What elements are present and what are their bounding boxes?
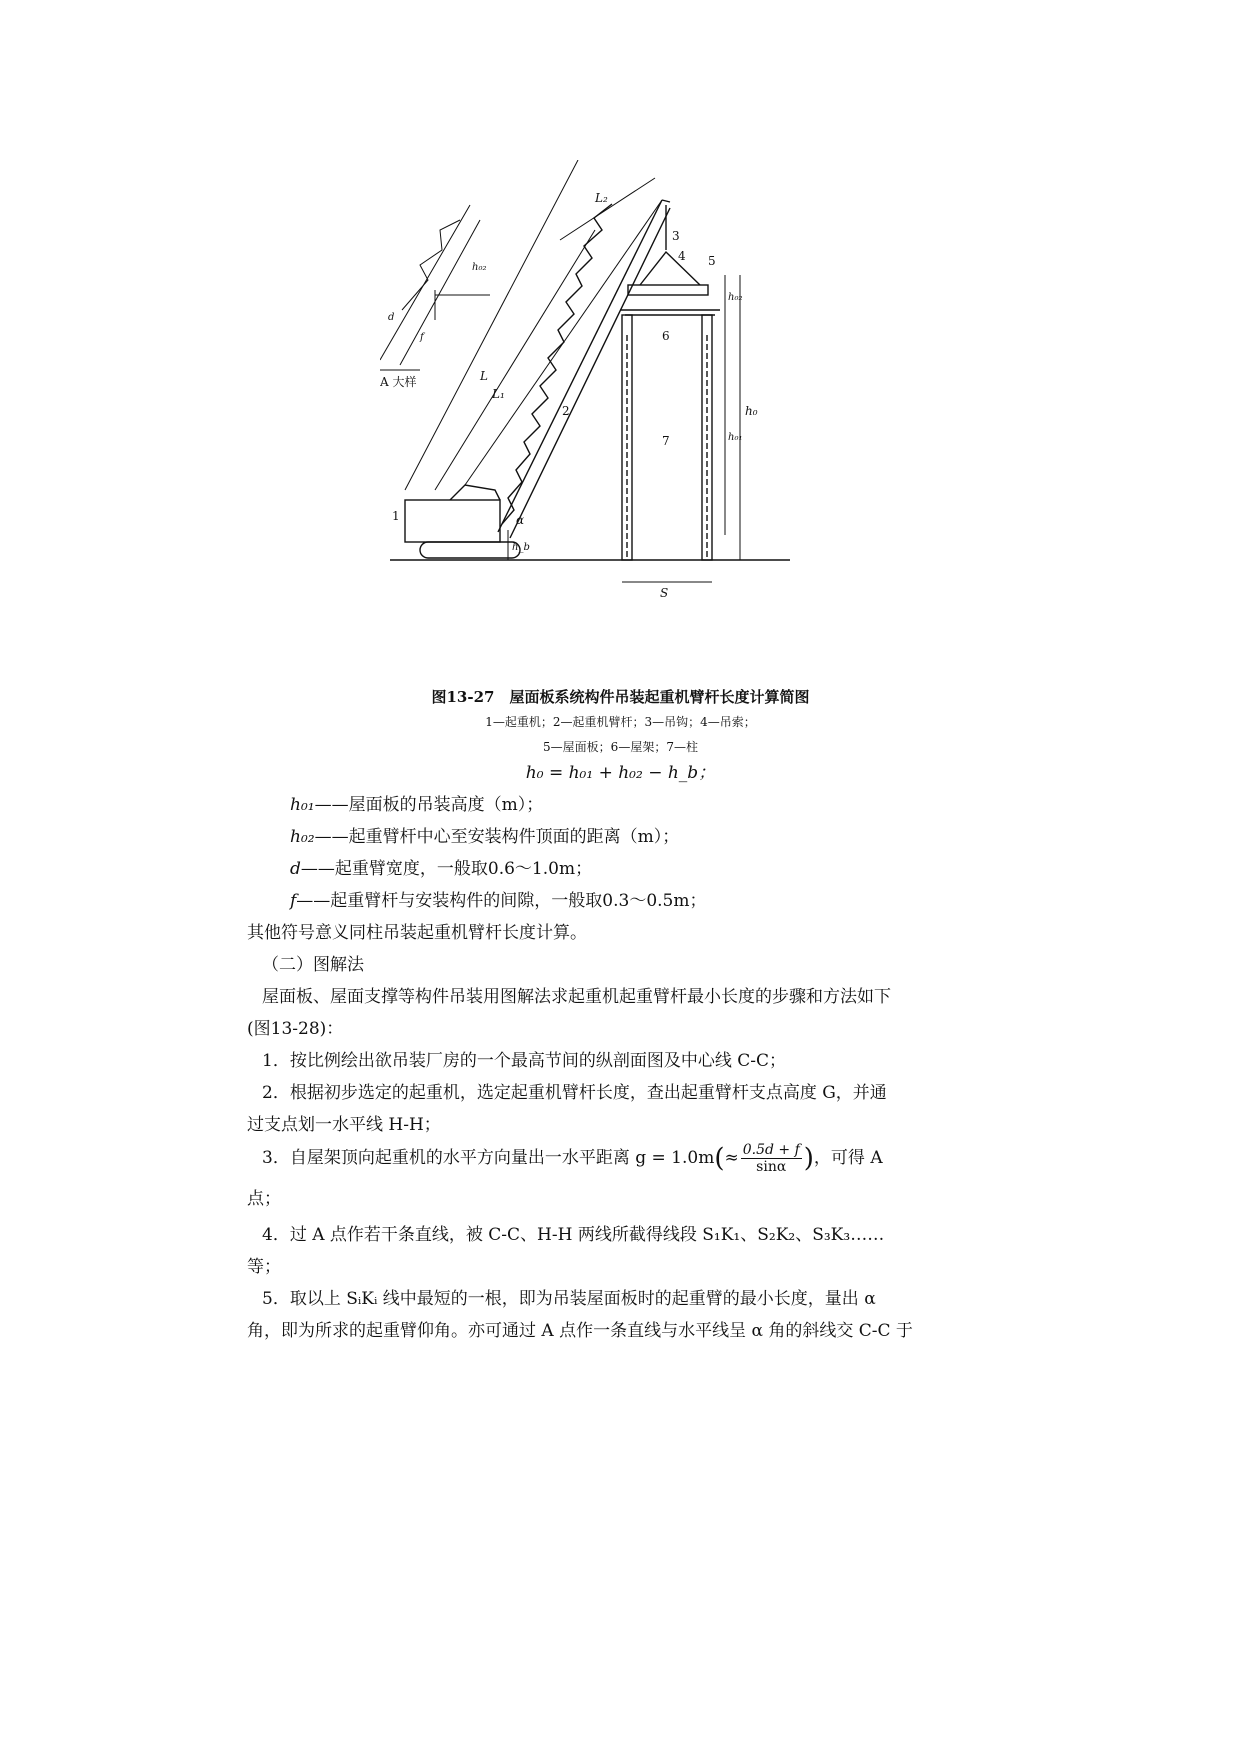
definition-h02: h₀₂——起重臂杆中心至安装构件顶面的距离（m）； <box>290 827 680 847</box>
section-heading: （二）图解法 <box>262 955 364 975</box>
dim-L <box>405 160 578 490</box>
definition-f: f——起重臂杆与安装构件的间隙，一般取0.3～0.5m； <box>290 891 707 911</box>
detail-chord-1 <box>380 205 470 360</box>
label-L: L <box>480 369 488 383</box>
detail-chord-2 <box>400 220 480 365</box>
step-2-line-1: 2．根据初步选定的起重机，选定起重机臂杆长度，查出起重臂杆支点高度 G，并通 <box>262 1083 887 1103</box>
boom-chord-upper <box>510 208 670 538</box>
label-h02: h₀₂ <box>728 292 743 303</box>
crane-body <box>405 500 500 542</box>
label-3: 3 <box>672 229 680 243</box>
definition-d: d——起重臂宽度，一般取0.6～1.0m； <box>290 859 593 879</box>
label-4: 4 <box>678 249 686 263</box>
step-4-line-1: 4．过 A 点作若干条直线，被 C-C、H-H 两线所截得线段 S₁K₁、S₂K₂、S₃K₃…… <box>262 1225 885 1245</box>
boom-lattice <box>502 204 612 524</box>
figure-legend-line-1: 1—起重机；2—起重机臂杆；3—吊钩；4—吊索； <box>485 715 756 729</box>
label-f: f <box>420 332 424 343</box>
roof-slab <box>628 285 708 295</box>
label-1: 1 <box>392 509 400 523</box>
figure-legend-line-2: 5—屋面板；6—屋架；7—柱 <box>543 740 698 754</box>
crane-cab <box>450 485 500 500</box>
label-h01: h₀₁ <box>728 432 743 443</box>
crane-track <box>420 542 520 558</box>
step-4-line-2: 等； <box>247 1257 281 1277</box>
dim-L1 <box>435 230 595 490</box>
step-1: 1．按比例绘出欲吊装厂房的一个最高节间的纵剖面图及中心线 C-C； <box>262 1051 786 1071</box>
label-s: S <box>660 586 669 600</box>
sling <box>640 252 700 285</box>
intro-line-2: (图13-28)： <box>247 1019 344 1039</box>
intro-line-1: 屋面板、屋面支撑等构件吊装用图解法求起重机起重臂杆最小长度的步骤和方法如下 <box>262 987 891 1007</box>
label-5: 5 <box>708 254 716 268</box>
label-6: 6 <box>662 329 670 343</box>
detail-lattice <box>402 220 460 310</box>
label-d: d <box>388 312 395 323</box>
label-h0: h₀ <box>745 404 758 418</box>
other-symbols-note: 其他符号意义同柱吊装起重机臂杆长度计算。 <box>247 923 587 943</box>
label-7: 7 <box>662 434 670 448</box>
step-3-line-2: 点； <box>247 1189 281 1209</box>
diagram-svg <box>380 160 880 680</box>
label-hb: h_b <box>512 542 530 553</box>
boom-tip <box>662 200 670 202</box>
label-detail: A 大样 <box>380 375 417 389</box>
definition-h01: h₀₁——屋面板的吊装高度（m）； <box>290 795 544 815</box>
label-L2: L₂ <box>595 191 608 205</box>
step-3-line-1: 3．自屋架顶向起重机的水平方向量出一水平距离 g = 1.0m(≈ $\frac{0.5d + f}{\sin\alpha}$ )，可得 A <box>262 1142 883 1175</box>
label-alpha: α <box>516 513 525 527</box>
label-L1: L₁ <box>492 387 505 401</box>
figure-caption: 图13-27 屋面板系统构件吊装起重机臂杆长度计算简图 <box>431 688 810 706</box>
formula-h0: h₀ = h₀₁ + h₀₂ − h_b； <box>525 763 716 783</box>
label-h02-detail: h₀₂ <box>472 262 487 273</box>
step-2-line-2: 过支点划一水平线 H-H； <box>247 1115 441 1135</box>
fraction: $\frac{0.5d + f}{\sin\alpha}$ <box>742 1142 800 1175</box>
step-5-line-1: 5．取以上 SᵢKᵢ 线中最短的一根，即为吊装屋面板时的起重臂的最小长度，量出 α <box>262 1289 876 1309</box>
crane-boom-diagram <box>380 160 880 680</box>
label-2: 2 <box>562 404 570 418</box>
step-5-line-2: 角，即为所求的起重臂仰角。亦可通过 A 点作一条直线与水平线呈 α 角的斜线交 C-C 于 <box>247 1321 913 1341</box>
